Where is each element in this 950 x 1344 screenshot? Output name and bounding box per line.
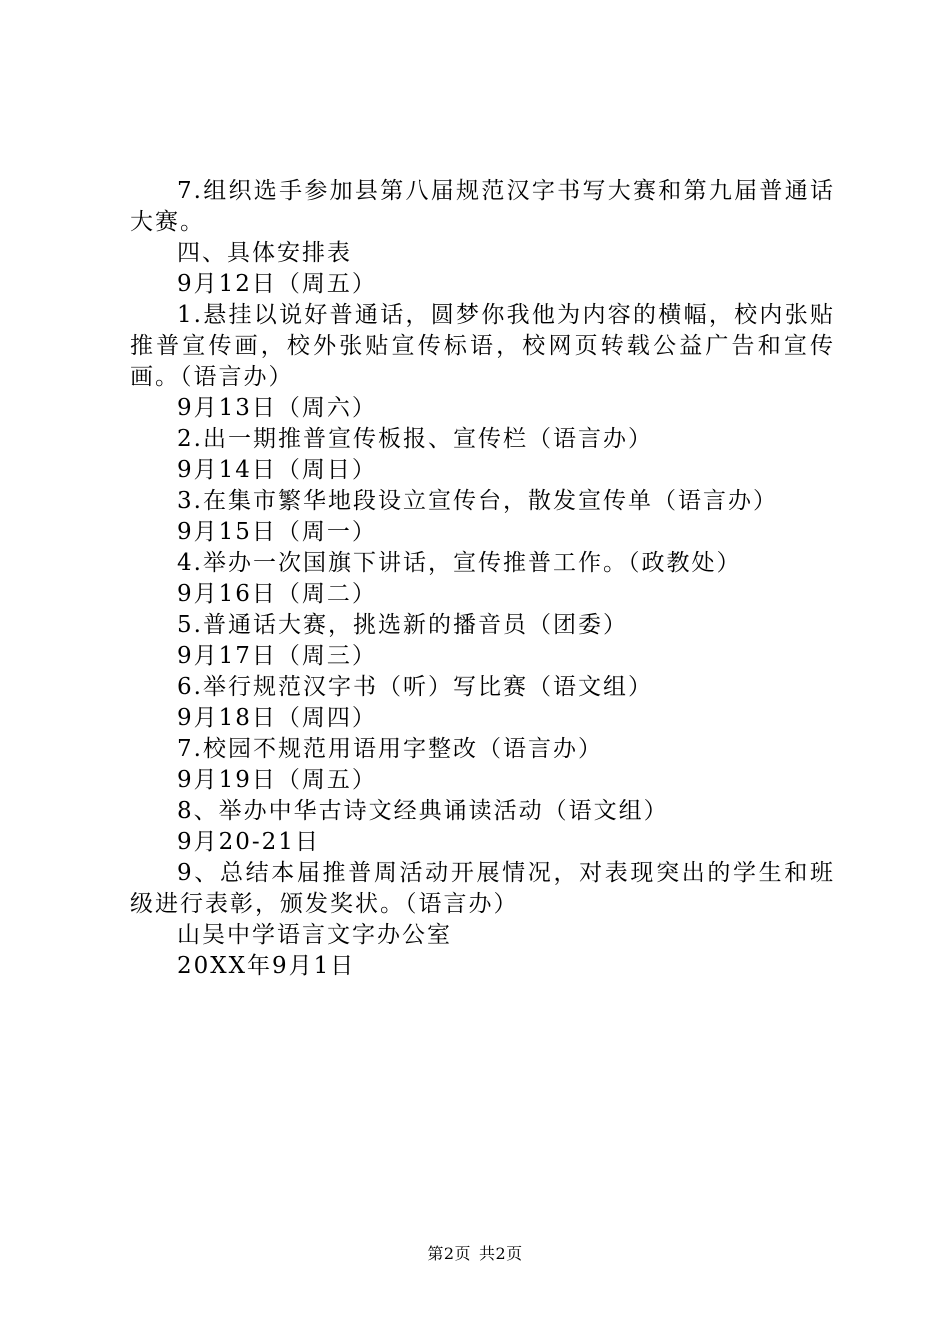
- schedule-activity: 5.普通话大赛，挑选新的播音员（团委）: [177, 612, 628, 638]
- section-heading-schedule: 四、具体安排表: [177, 240, 352, 266]
- schedule-date: 9月12日（周五）: [177, 271, 377, 297]
- schedule-activity: 8、举办中华古诗文经典诵读活动（语文组）: [177, 798, 669, 824]
- page-footer: [0, 1244, 950, 1264]
- page-number: 第2页: [427, 1244, 471, 1263]
- schedule-date: 9月15日（周一）: [177, 519, 377, 545]
- schedule-activity: 7.校园不规范用语用字整改（语言办）: [177, 736, 603, 762]
- paragraph-item-7-contest: 7.组织选手参加县第八届规范汉字书写大赛和第九届普通话大赛。: [130, 178, 835, 235]
- schedule-activity: 1.悬挂以说好普通话，圆梦你我他为内容的横幅，校内张贴推普宣传画，校外张贴宣传标语，校网页转载公益广告和宣传画。（语言办）: [130, 302, 835, 390]
- schedule-date: 9月13日（周六）: [177, 395, 377, 421]
- document-body: [130, 176, 835, 982]
- schedule-date: 9月18日（周四）: [177, 705, 377, 731]
- schedule-date: 9月16日（周二）: [177, 581, 377, 607]
- schedule-activity: 9、总结本届推普周活动开展情况，对表现突出的学生和班级进行表彰，颁发奖状。（语言办）: [130, 860, 835, 917]
- schedule-date: 9月14日（周日）: [177, 457, 377, 483]
- schedule-activity: 4.举办一次国旗下讲话，宣传推普工作。（政教处）: [177, 550, 742, 576]
- signature-organization: 山吴中学语言文字办公室: [177, 922, 452, 948]
- schedule-activity: 3.在集市繁华地段设立宣传台，散发宣传单（语言办）: [177, 488, 778, 514]
- schedule-date: 9月20-21日: [177, 829, 320, 855]
- schedule-date: 9月17日（周三）: [177, 643, 377, 669]
- signature-date: 20XX年9月1日: [177, 953, 356, 979]
- schedule-activity: 2.出一期推普宣传板报、宣传栏（语言办）: [177, 426, 653, 452]
- schedule-date: 9月19日（周五）: [177, 767, 377, 793]
- schedule-activity: 6.举行规范汉字书（听）写比赛（语文组）: [177, 674, 653, 700]
- page-total: 共2页: [479, 1244, 523, 1263]
